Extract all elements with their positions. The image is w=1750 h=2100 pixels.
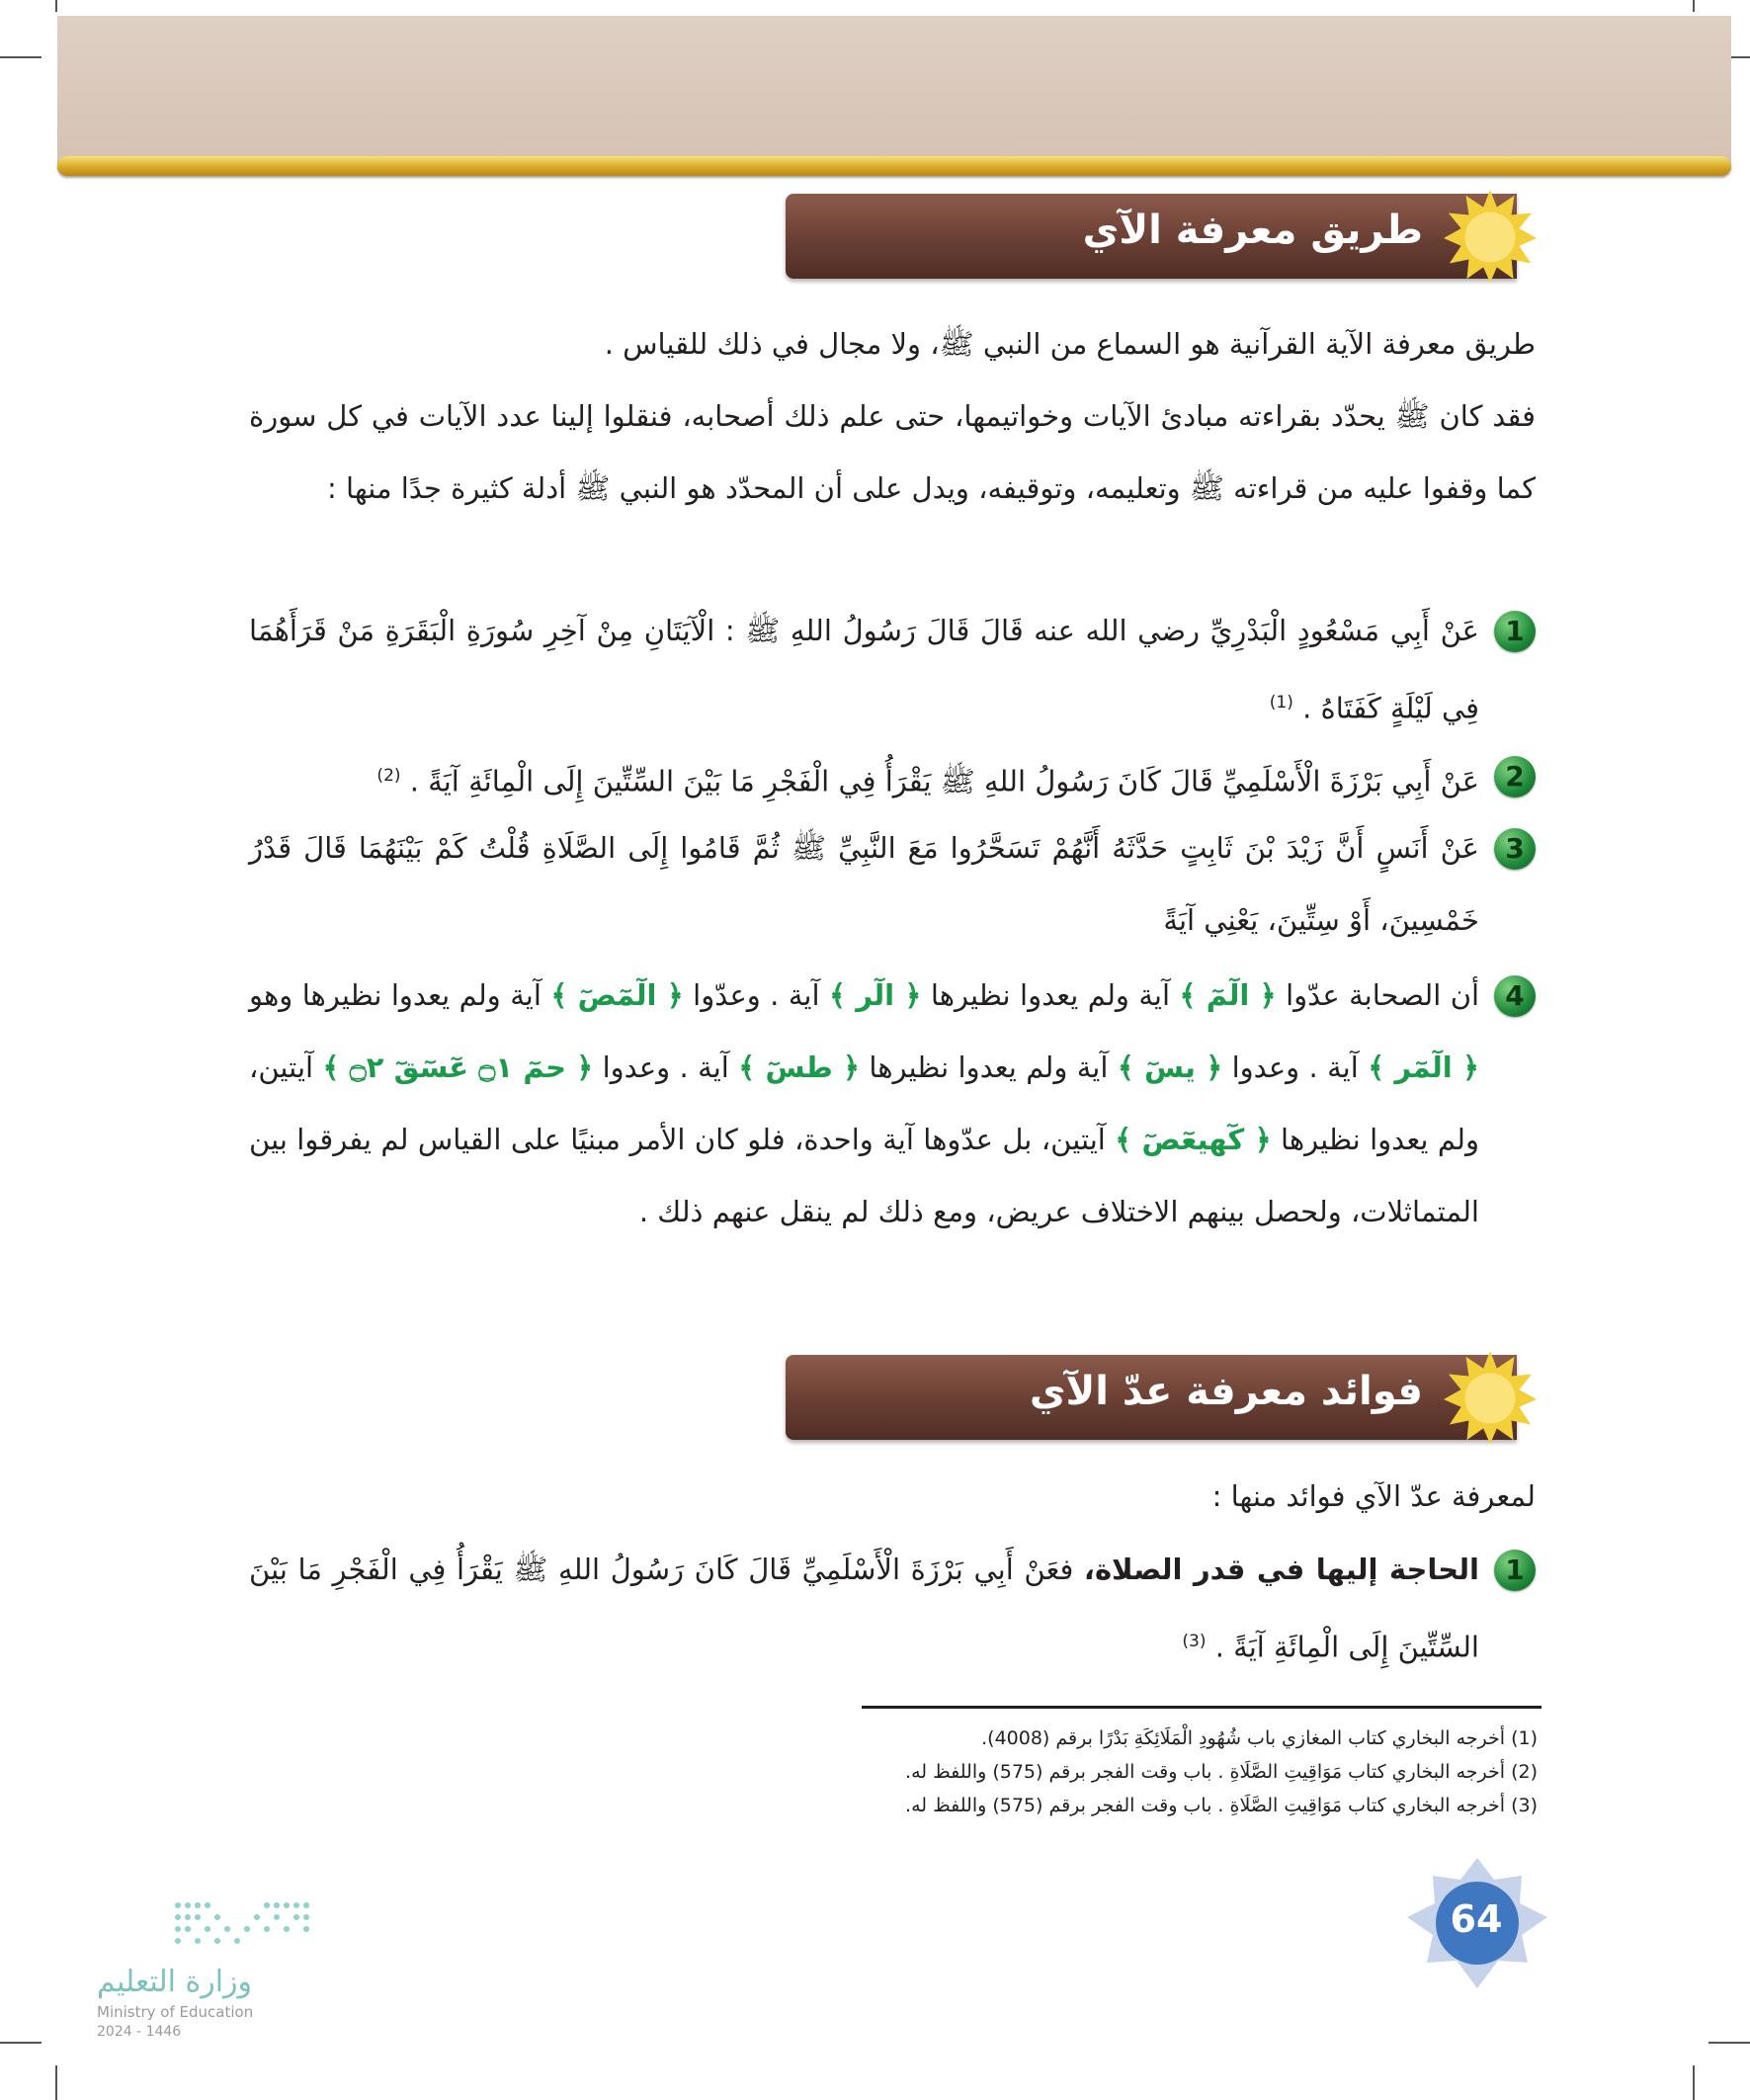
crop-mark xyxy=(0,56,42,58)
crop-mark xyxy=(1693,0,1695,12)
ministry-logo-icon xyxy=(168,1895,326,1955)
item-text: آية . وعدوا xyxy=(602,1050,729,1084)
ministry-name-english: Ministry of Education xyxy=(97,2003,254,2021)
list-item xyxy=(249,740,1479,818)
crop-mark xyxy=(1708,2042,1750,2044)
item-text: آية ولم يعدوا نظيرها وهو xyxy=(249,978,542,1012)
item-text: آيتين، بل عدّوها آية واحدة، فلو كان الأمر مبنيًا على القياس لم يفرقوا بين المتماثلات، ولحصل بينهم الاختلاف عريض، ومع ذلك لم ينقل عنهم ذلك . xyxy=(249,1123,1479,1228)
item-text: عَنْ أَبِي بَرْزَةَ الْأَسْلَمِيِّ قَالَ كَانَ رَسُولُ اللهِ ﷺ يَقْرَأُ فِي الْفَجْرِ مَا بَيْنَ السِّتِّينَ إِلَى الْمِائَةِ آيَةً . xyxy=(409,764,1479,798)
item-text: آية ولم يعدوا نظيرها xyxy=(930,978,1171,1012)
item-number-badge: 1 xyxy=(1494,1550,1536,1591)
list-item xyxy=(249,1534,1479,1684)
footnote-divider xyxy=(862,1706,1542,1709)
item-text: فعَنْ أَبِي بَرْزَةَ الْأَسْلَمِيِّ قَالَ كَانَ رَسُولُ اللهِ ﷺ يَقْرَأُ فِي الْفَجْرِ مَا بَيْنَ السِّتِّينَ إِلَى الْمِائَةِ آيَةً . xyxy=(249,1553,1479,1664)
section2-intro: لمعرفة عدّ الآي فوائد منها : xyxy=(1211,1479,1536,1513)
section1-paragraph-1: طريق معرفة الآية القرآنية هو السماع من النبي ﷺ، ولا مجال في ذلك للقياس . xyxy=(604,327,1536,361)
section1-heading xyxy=(786,194,1517,279)
item-number-badge: 3 xyxy=(1494,828,1536,870)
top-banner xyxy=(57,16,1731,172)
crop-mark xyxy=(0,2042,42,2044)
quran-letters: ﴿ الٓمٓصٓ ﴾ xyxy=(550,978,684,1012)
quran-letters: ﴿ الٓر ﴾ xyxy=(828,978,922,1012)
section2-heading xyxy=(786,1355,1517,1440)
quran-letters: ﴿ حمٓ ۝١ عٓسٓقٓ ۝٢ ﴾ xyxy=(322,1050,594,1084)
item-text: أن الصحابة عدّوا xyxy=(1286,978,1480,1012)
section1-title: طريق معرفة الآي xyxy=(1082,208,1423,253)
footnote-ref: (3) xyxy=(1182,1632,1207,1651)
crop-mark xyxy=(55,0,57,12)
footnote: (2) أخرجه البخاري كتاب مَوَاقِيتِ الصَّلَاةِ . باب وقت الفجر برقم (575) واللفظ له. xyxy=(905,1761,1538,1783)
quran-letters: ﴿ كٓهيعٓصٓ ﴾ xyxy=(1115,1123,1272,1156)
item-text: عَنْ أَنَسٍ أَنَّ زَيْدَ بْنَ ثَابِتٍ حَدَّثَهُ أَنَّهُمْ تَسَحَّرُوا مَعَ النَّبِيِّ ﷺ ثُمَّ قَامُوا إِلَى الصَّلَاةِ قُلْتُ كَمْ بَيْنَهُمَا قَالَ قَدْرُ خَمْسِينَ، أَوْ سِتِّينَ، يَعْنِي آيَةً xyxy=(249,831,1479,937)
footnote-ref: (2) xyxy=(376,766,401,786)
crop-mark xyxy=(55,2065,57,2100)
list-item xyxy=(249,812,1479,957)
item-number-badge: 2 xyxy=(1494,756,1536,798)
item-text: آيتين، ولم يعدوا نظيرها xyxy=(249,1050,1480,1156)
section1-paragraph-2: فقد كان ﷺ يحدّد بقراءته مبادئ الآيات وخواتيمها، حتى علم ذلك أصحابه، فنقلوا إلينا عدد الآيات في كل سورة كما وقفوا عليه من قراءته ﷺ وتعليمه، وتوقيفه، ويدل على أن المحدّد هو النبي ﷺ أدلة كثيرة جدًا منها : xyxy=(249,399,1536,505)
item-number-badge: 1 xyxy=(1494,611,1536,652)
crop-mark xyxy=(1693,2065,1695,2100)
gold-divider xyxy=(57,156,1731,176)
footnote: (1) أخرجه البخاري كتاب المغازي باب شُهُودِ الْمَلَائِكَةِ بَدْرًا برقم (4008). xyxy=(981,1727,1538,1749)
sun-icon xyxy=(1442,188,1539,285)
section2-title: فوائد معرفة عدّ الآي xyxy=(1029,1369,1423,1414)
sun-icon xyxy=(1442,1349,1539,1446)
list-item xyxy=(249,595,1479,745)
quran-letters: ﴿ يسٓ ﴾ xyxy=(1117,1050,1223,1084)
item-number-badge: 4 xyxy=(1494,975,1536,1017)
item-text: عَنْ أَبِي مَسْعُودٍ الْبَدْرِيِّ رضي الله عنه قَالَ قَالَ رَسُولُ اللهِ ﷺ : الْآيَتَانِ مِنْ آخِرِ سُورَةِ الْبَقَرَةِ مَنْ قَرَأَهُمَا فِي لَيْلَةٍ كَفَتَاهُ . xyxy=(249,614,1479,725)
item-bold-lead: الحاجة إليها في قدر الصلاة، xyxy=(1083,1553,1479,1586)
footnote-ref: (1) xyxy=(1269,693,1293,713)
quran-letters: ﴿ طسٓ ﴾ xyxy=(738,1050,861,1084)
list-item xyxy=(249,960,1479,1248)
footnote: (3) أخرجه البخاري كتاب مَوَاقِيتِ الصَّلَاةِ . باب وقت الفجر برقم (575) واللفظ له. xyxy=(905,1795,1538,1816)
edition-year: 2024 - 1446 xyxy=(97,2024,182,2040)
item-text: آية ولم يعدوا نظيرها xyxy=(869,1050,1109,1084)
item-text: آية . وعدّوا xyxy=(693,978,820,1012)
ministry-name-arabic: وزارة التعليم xyxy=(97,1965,253,1999)
page-number: 64 xyxy=(1450,1897,1503,1941)
quran-letters: ﴿ الٓمٓر ﴾ xyxy=(1368,1050,1479,1084)
quran-letters: ﴿ الٓمٓ ﴾ xyxy=(1179,978,1277,1012)
item-text: آية . وعدوا xyxy=(1231,1050,1359,1084)
